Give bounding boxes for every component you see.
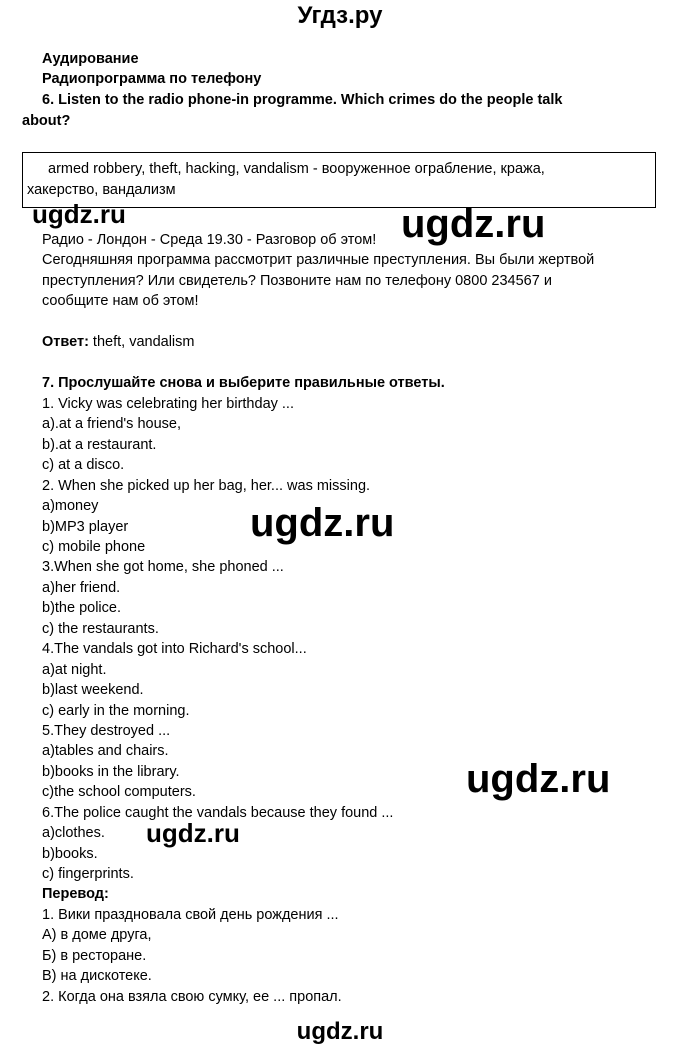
translation-line: 1. Вики праздновала свой день рождения ... [42,907,339,923]
radio-line3: преступления? Или свидетель? Позвоните нам по телефону 0800 234567 и [42,273,552,289]
task7-line: c) mobile phone [42,539,146,555]
watermark: ugdz.ru [250,501,395,545]
radio-line1: Радио - Лондон - Среда 19.30 - Разговор об этом! [42,232,377,248]
task7-line: c) at a disco. [42,457,125,473]
task7-line: b)books in the library. [42,764,180,780]
task7-line: 5.They destroyed ... [42,723,171,739]
translation-line: 2. Когда она взяла свою сумку, ее ... пропал. [42,989,342,1005]
translation-line: Б) в ресторане. [42,948,147,964]
task7-line: c) early in the morning. [42,703,190,719]
watermark: ugdz.ru [32,199,126,229]
heading-audio: Аудирование [42,51,139,67]
translation-line: А) в доме друга, [42,927,152,943]
task7-line: c) fingerprints. [42,866,134,882]
task7-line: 1. Vicky was celebrating her birthday ... [42,396,294,412]
task7-line: a).at a friend's house, [42,416,181,432]
answer-label: Ответ: [42,334,89,350]
task7-line: 3.When she got home, she phoned ... [42,559,284,575]
translation-line: В) на дискотеке. [42,968,152,984]
task7-line: 6.The police caught the vandals because they found ... [42,805,394,821]
task7-line: b)the police. [42,600,121,616]
task7-title: 7. Прослушайте снова и выберите правильные ответы. [42,375,445,391]
task6-line1: 6. Listen to the radio phone-in programme. Which crimes do the people talk [42,92,563,108]
answer-text: theft, vandalism [88,334,195,350]
task7-line: b)MP3 player [42,519,129,535]
radio-line2: Сегодняшняя программа рассмотрит различные преступления. Вы были жертвой [42,252,595,268]
task7-line: a)clothes. [42,825,105,841]
translation-label: Перевод: [42,886,109,902]
task7-line: c) the restaurants. [42,621,159,637]
task7-line: 2. When she picked up her bag, her... was missing. [42,478,371,494]
task7-line: 4.The vandals got into Richard's school... [42,641,307,657]
answer-line [42,332,194,352]
box-line1: armed robbery, theft, hacking, vandalism - вооруженное ограбление, кража, [48,161,545,177]
task6-line2: about? [22,113,71,129]
task7-line: a)money [42,498,99,514]
task7-line: b)books. [42,846,98,862]
footer-watermark: ugdz.ru [296,1018,384,1045]
task7-line: a)her friend. [42,580,121,596]
task7-line: a)tables and chairs. [42,743,169,759]
watermark: ugdz.ru [466,757,611,801]
site-title: Угдз.ру [297,2,383,29]
task7-line: b).at a restaurant. [42,437,157,453]
heading-radio: Радиопрограмма по телефону [42,71,262,87]
watermark: ugdz.ru [146,818,240,848]
task7-line: c)the school computers. [42,784,196,800]
radio-line4: сообщите нам об этом! [42,293,199,309]
box-line2: хакерство, вандализм [27,182,176,198]
watermark: ugdz.ru [401,202,546,246]
task7-line: a)at night. [42,662,107,678]
task7-line: b)last weekend. [42,682,144,698]
